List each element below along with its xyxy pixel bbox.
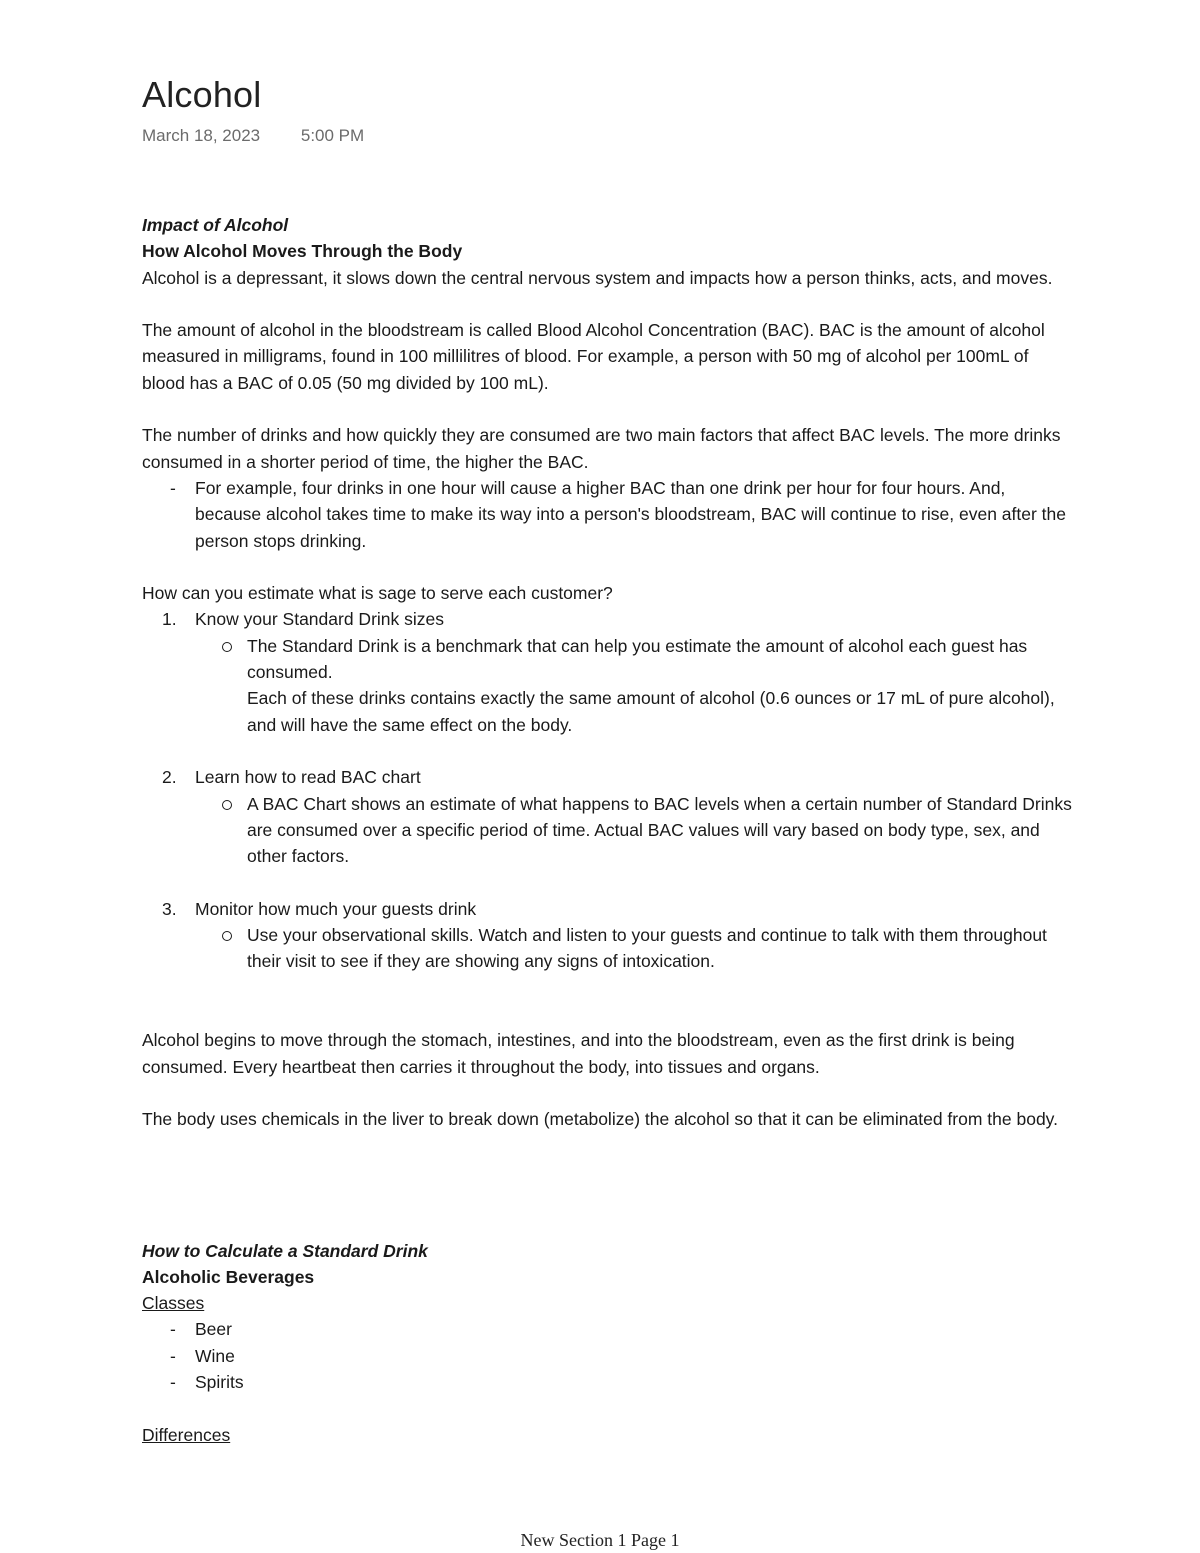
circle-bullet-icon (222, 800, 232, 810)
list-item (142, 1343, 1072, 1369)
list-item (142, 1369, 1072, 1395)
list-item (142, 1316, 1072, 1342)
subheading-alcohol-moves: How Alcohol Moves Through the Body (142, 241, 463, 262)
page-time: 5:00 PM (300, 126, 365, 145)
dash-bullet: - (170, 477, 176, 498)
sub-list-item-text: Use your observational skills. Watch and listen to your guests and continue to talk with them throughout their visit to see if they are showing any signs of intoxication. (247, 925, 1047, 972)
sub-list-item (142, 633, 1072, 738)
dash-bullet: - (170, 1319, 176, 1340)
list-number: 2. (162, 767, 177, 788)
sub-list-item (142, 791, 1072, 870)
page-footer: New Section 1 Page 1 (520, 1530, 680, 1550)
circle-bullet-icon (222, 931, 232, 941)
list-item-text: Beer (195, 1319, 232, 1340)
sub-list-item-text: The Standard Drink is a benchmark that can help you estimate the amount of alcohol each guest has consumed. (247, 635, 1028, 683)
numbered-item-label: Know your Standard Drink sizes (195, 609, 444, 630)
paragraph-bac-definition: The amount of alcohol in the bloodstream is called Blood Alcohol Concentration (BAC). BAC is the amount of alcohol measured in milligrams, found in 100 millilitres of blood. For example, a person with 50 mg of alcohol per 100mL of blood has a BAC of 0.05 (50 mg divided by 100 mL). (142, 320, 1045, 393)
numbered-item-label: Monitor how much your guests drink (195, 898, 477, 919)
sub-list-item-text: A BAC Chart shows an estimate of what happens to BAC levels when a certain number of Standard Drinks are consumed over a specific period of time. Actual BAC values will vary based on body type, sex, and other factors. (247, 793, 1072, 867)
list-number: 3. (162, 898, 177, 919)
page-title: Alcohol (142, 74, 262, 115)
numbered-item-3 (142, 896, 1072, 922)
list-number: 1. (162, 609, 177, 630)
dash-bullet: - (170, 1345, 176, 1366)
sub-list-item (142, 922, 1072, 975)
paragraph-metabolize: The body uses chemicals in the liver to break down (metabolize) the alcohol so that it can be eliminated from the body. (142, 1109, 1058, 1130)
sub-list-item-text-continued: Each of these drinks contains exactly the same amount of alcohol (0.6 ounces or 17 mL of pure alcohol), and will have the same effect on the body. (247, 688, 1055, 735)
list-item-text: For example, four drinks in one hour will cause a higher BAC than one drink per hour for four hours. And, because alcohol takes time to make its way into a person's bloodstream, BAC will continue to rise, even after the person stops drinking. (195, 477, 1067, 551)
paragraph-drink-factors: The number of drinks and how quickly they are consumed are two main factors that affect BAC levels. The more drinks consumed in a shorter period of time, the higher the BAC. (142, 425, 1061, 472)
note-body (142, 212, 1072, 1448)
paragraph-question: How can you estimate what is sage to serve each customer? (142, 583, 613, 604)
page-date: March 18, 2023 (142, 126, 261, 145)
page-meta (142, 126, 364, 146)
section-heading-impact: Impact of Alcohol (142, 215, 289, 235)
numbered-item-2 (142, 764, 1072, 790)
paragraph-depressant: Alcohol is a depressant, it slows down the central nervous system and impacts how a person thinks, acts, and moves. (142, 267, 1053, 288)
dash-bullet: - (170, 1372, 176, 1393)
list-item-text: Wine (195, 1345, 235, 1366)
list-item (142, 475, 1072, 554)
numbered-item-1 (142, 606, 1072, 632)
section-heading-standard-drink: How to Calculate a Standard Drink (142, 1240, 428, 1261)
paragraph-bloodstream: Alcohol begins to move through the stomach, intestines, and into the bloodstream, even as the first drink is being consumed. Every heartbeat then carries it throughout the body, into tissues and organs. (142, 1030, 1015, 1077)
numbered-item-label: Learn how to read BAC chart (195, 767, 421, 788)
list-item-text: Spirits (195, 1372, 244, 1393)
label-differences: Differences (142, 1424, 231, 1445)
label-classes: Classes (142, 1293, 205, 1314)
circle-bullet-icon (222, 642, 232, 652)
subheading-alcoholic-beverages: Alcoholic Beverages (142, 1266, 315, 1287)
